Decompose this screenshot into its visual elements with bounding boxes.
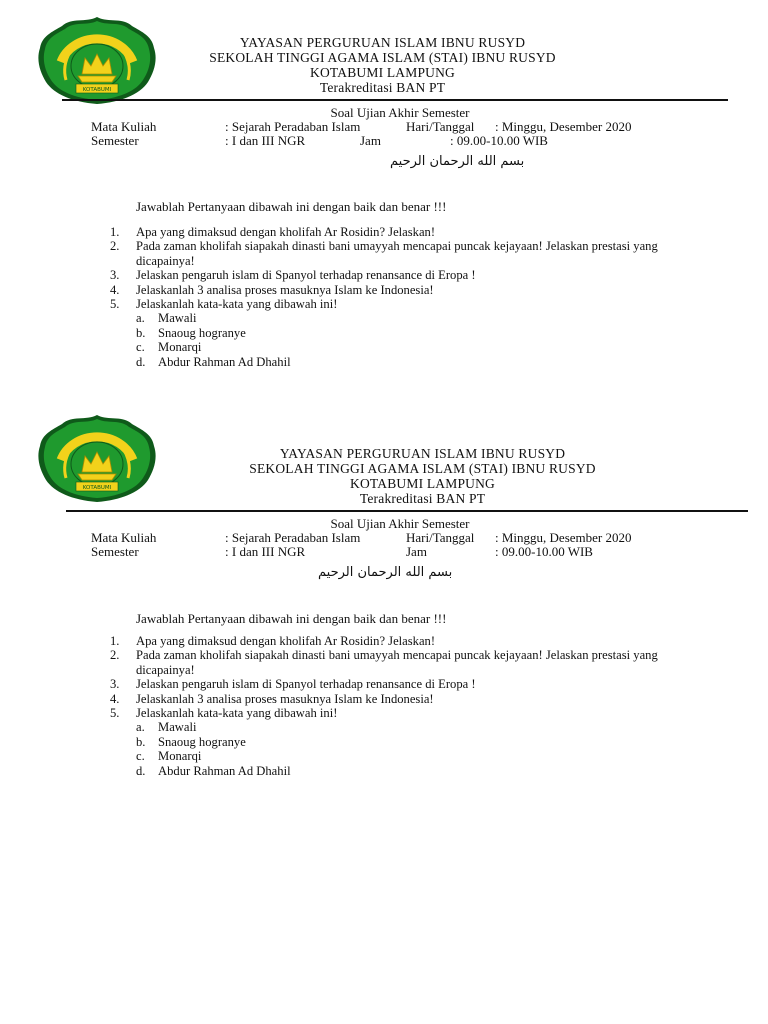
time-value: : 09.00-10.00 WIB	[450, 133, 548, 148]
college-name: SEKOLAH TINGGI AGAMA ISLAM (STAI) IBNU RUSYD	[209, 50, 556, 65]
city: KOTABUMI LAMPUNG	[310, 65, 455, 80]
basmala: بسم الله الرحمان الرحيم	[318, 565, 453, 580]
semester-value: : I dan III NGR	[225, 133, 306, 148]
sub-item: b. Snaoug hogranye	[136, 325, 246, 340]
basmala: بسم الله الرحمان الرحيم	[390, 154, 525, 169]
question-item: 1. Apa yang dimaksud dengan kholifah Ar Rosidin? Jelaskan!	[110, 225, 436, 239]
semester-label: Semester	[91, 544, 139, 559]
question-item: 4. Jelaskanlah 3 analisa proses masuknya Islam ke Indonesia!	[110, 691, 434, 706]
city: KOTABUMI LAMPUNG	[350, 476, 495, 491]
question-item: 3. Jelaskan pengaruh islam di Spanyol terhadap renansance di Eropa !	[110, 677, 476, 692]
letterhead	[155, 35, 610, 95]
question-item: 2. Pada zaman kholifah siapakah dinasti bani umayyah mencapai puncak kejayaan! Jelaskan prestasi yang dicapainya!	[110, 648, 658, 677]
course-value: : Sejarah Peradaban Islam	[225, 119, 361, 134]
course-value: : Sejarah Peradaban Islam	[225, 530, 361, 545]
exam-title: Soal Ujian Akhir Semester	[330, 105, 470, 120]
date-value: : Minggu, Desember 2020	[495, 530, 632, 545]
svg-text:KOTABUMI: KOTABUMI	[82, 87, 112, 93]
sub-item: d. Abdur Rahman Ad Dhahil	[136, 354, 291, 369]
sub-item: b. Snaoug hogranye	[136, 734, 246, 749]
stai-ibnu-rusyd-logo	[36, 412, 158, 504]
question-item: 4. Jelaskanlah 3 analisa proses masuknya Islam ke Indonesia!	[110, 282, 434, 297]
instruction: Jawablah Pertanyaan dibawah ini dengan baik dan benar !!!	[136, 199, 447, 214]
question-item: 5. Jelaskanlah kata-kata yang dibawah ini!	[110, 297, 338, 312]
accreditation: Terakreditasi BAN PT	[359, 491, 486, 506]
question-list	[110, 634, 690, 778]
foundation-name: YAYASAN PERGURUAN ISLAM IBNU RUSYD	[239, 35, 526, 50]
foundation-name: YAYASAN PERGURUAN ISLAM IBNU RUSYD	[279, 446, 566, 461]
sub-item: c. Monarqi	[136, 749, 202, 764]
svg-text:KOTABUMI: KOTABUMI	[82, 485, 112, 491]
date-value: : Minggu, Desember 2020	[495, 119, 632, 134]
sub-item: c. Monarqi	[136, 340, 202, 355]
semester-value: : I dan III NGR	[225, 544, 306, 559]
question-item: 5. Jelaskanlah kata-kata yang dibawah ini!	[110, 706, 338, 721]
question-item: 2. Pada zaman kholifah siapakah dinasti bani umayyah mencapai puncak kejayaan! Jelaskan prestasi yang dicapainya!	[110, 239, 658, 268]
accreditation: Terakreditasi BAN PT	[319, 80, 446, 95]
time-label: Jam	[406, 544, 427, 559]
college-name: SEKOLAH TINGGI AGAMA ISLAM (STAI) IBNU RUSYD	[249, 461, 596, 476]
date-label: Hari/Tanggal	[406, 530, 475, 545]
sub-item: d. Abdur Rahman Ad Dhahil	[136, 763, 291, 778]
question-item: 1. Apa yang dimaksud dengan kholifah Ar Rosidin? Jelaskan!	[110, 634, 436, 648]
instruction: Jawablah Pertanyaan dibawah ini dengan baik dan benar !!!	[136, 611, 447, 626]
semester-label: Semester	[91, 133, 139, 148]
question-item: 3. Jelaskan pengaruh islam di Spanyol terhadap renansance di Eropa !	[110, 268, 476, 283]
sub-item: a. Mawali	[136, 720, 197, 735]
exam-title: Soal Ujian Akhir Semester	[330, 516, 470, 531]
time-value: : 09.00-10.00 WIB	[495, 544, 593, 559]
header-rule	[66, 510, 748, 512]
course-label: Mata Kuliah	[91, 530, 157, 545]
time-label: Jam	[360, 133, 381, 148]
date-label: Hari/Tanggal	[406, 119, 475, 134]
header-rule	[62, 99, 728, 101]
question-list	[110, 225, 690, 369]
course-label: Mata Kuliah	[91, 119, 157, 134]
stai-ibnu-rusyd-logo	[36, 14, 158, 106]
sub-item: a. Mawali	[136, 311, 197, 326]
letterhead	[195, 446, 650, 506]
